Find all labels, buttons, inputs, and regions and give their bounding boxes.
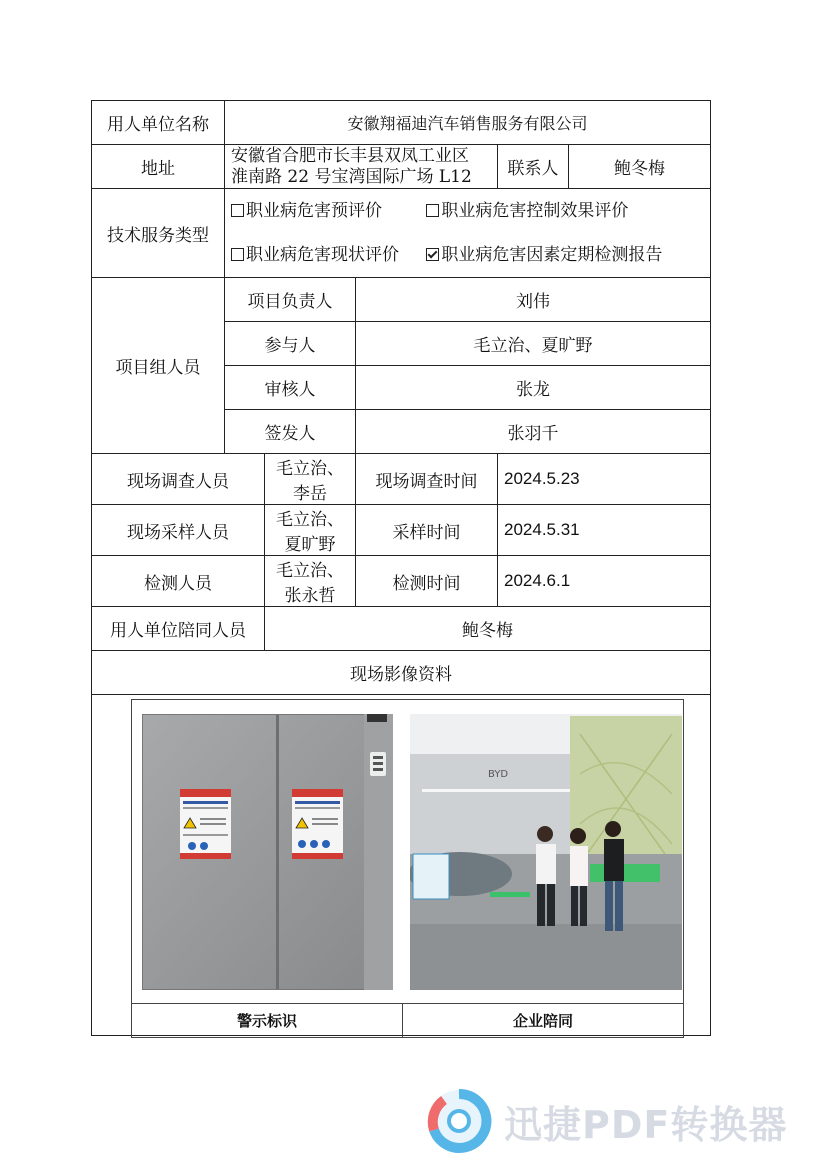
watermark-text: 迅捷PDF转换器 bbox=[504, 1102, 788, 1147]
photos-section-title: 现场影像资料 bbox=[92, 651, 711, 695]
photos-cell bbox=[92, 695, 711, 1036]
warning-sign-photo bbox=[142, 714, 393, 990]
address-value bbox=[225, 145, 498, 189]
service-type-label: 技术服务类型 bbox=[92, 189, 225, 278]
warning-notice-right bbox=[292, 789, 343, 859]
left-photo-caption: 警示标识 bbox=[132, 1004, 403, 1038]
checkbox-icon[interactable] bbox=[426, 204, 439, 217]
project-lead-value: 刘伟 bbox=[356, 278, 711, 322]
accompany-photo bbox=[410, 714, 682, 990]
address-line-1: 安徽省合肥市长丰县双凤工业区 bbox=[231, 145, 469, 166]
testing-staff-label: 检测人员 bbox=[92, 556, 265, 607]
checkbox-checked-icon[interactable] bbox=[426, 248, 439, 261]
option-status-evaluation[interactable]: 职业病危害现状评价 bbox=[231, 233, 421, 277]
checkbox-icon[interactable] bbox=[231, 248, 244, 261]
right-photo-caption: 企业陪同 bbox=[512, 1012, 573, 1030]
testing-time-label: 检测时间 bbox=[356, 556, 498, 607]
info-table bbox=[91, 100, 711, 1036]
accompany-label: 用人单位陪同人员 bbox=[92, 607, 265, 651]
address-label: 地址 bbox=[92, 145, 225, 189]
issuer-label: 签发人 bbox=[225, 410, 356, 454]
survey-time-label: 现场调查时间 bbox=[356, 454, 498, 505]
option-pre-evaluation[interactable]: 职业病危害预评价 bbox=[231, 189, 421, 233]
sampling-staff-label: 现场采样人员 bbox=[92, 505, 265, 556]
accompany-value: 鲍冬梅 bbox=[265, 607, 711, 651]
sampling-time-value: 2024.5.31 bbox=[498, 505, 711, 556]
report-form bbox=[91, 100, 710, 1036]
sampling-staff-value: 毛立治、夏旷野 bbox=[265, 505, 356, 556]
sampling-time-label: 采样时间 bbox=[356, 505, 498, 556]
participants-value: 毛立治、夏旷野 bbox=[356, 322, 711, 366]
warning-notice-left bbox=[180, 789, 231, 859]
employer-name-label: 用人单位名称 bbox=[92, 101, 225, 145]
photo-frame bbox=[131, 699, 684, 1038]
participants-label: 参与人 bbox=[225, 322, 356, 366]
contact-label: 联系人 bbox=[498, 145, 569, 189]
survey-staff-value: 毛立治、李岳 bbox=[265, 454, 356, 505]
watermark bbox=[426, 1086, 787, 1156]
reviewer-label: 审核人 bbox=[225, 366, 356, 410]
option-periodic-testing-report[interactable]: 职业病危害因素定期检测报告 bbox=[426, 233, 662, 277]
survey-time-value: 2024.5.23 bbox=[498, 454, 711, 505]
survey-staff-label: 现场调查人员 bbox=[92, 454, 265, 505]
service-type-options bbox=[225, 189, 711, 278]
issuer-value: 张羽千 bbox=[356, 410, 711, 454]
testing-staff-value: 毛立治、张永哲 bbox=[265, 556, 356, 607]
reviewer-value: 张龙 bbox=[356, 366, 711, 410]
option-control-effect-evaluation[interactable]: 职业病危害控制效果评价 bbox=[426, 189, 628, 233]
contact-value: 鲍冬梅 bbox=[569, 145, 711, 189]
address-line-2: 淮南路 22 号宝湾国际广场 L12 bbox=[231, 166, 472, 187]
project-lead-label: 项目负责人 bbox=[225, 278, 356, 322]
photo-caption-row bbox=[132, 1003, 683, 1038]
checkbox-icon[interactable] bbox=[231, 204, 244, 217]
brand-sign: BYD bbox=[488, 769, 509, 780]
app-logo-icon bbox=[426, 1088, 492, 1154]
employer-name-value: 安徽翔福迪汽车销售服务有限公司 bbox=[225, 101, 711, 145]
testing-time-value: 2024.6.1 bbox=[498, 556, 711, 607]
team-label: 项目组人员 bbox=[92, 278, 225, 454]
